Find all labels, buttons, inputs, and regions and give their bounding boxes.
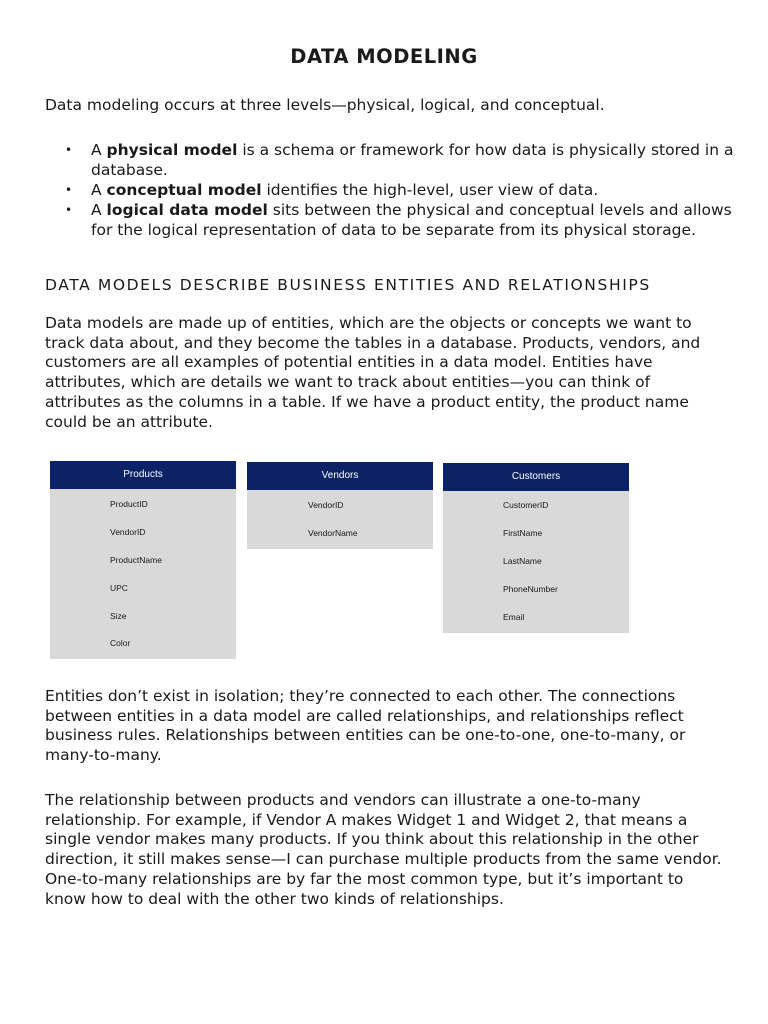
entities-paragraph: Data models are made up of entities, which are the objects or concepts we want to track data about, and they become the tables in a database. Products, vendors, and customers are all examples of potential entities in a data model. Entities have attributes, which are details we want to track about entities—you can think of attributes as the columns in a table. If we have a product entity, the product name could be an attribute.: [45, 314, 701, 431]
bullet-text: sits between the physical and conceptual levels and allows for the logical representation of data to be separate from its physical storage.: [91, 201, 732, 239]
bullet-icon: •: [65, 203, 73, 217]
entity-attribute: CustomerID: [503, 500, 549, 510]
entity-attribute: Color: [110, 638, 131, 648]
entity-attribute: Size: [110, 611, 127, 621]
bullet-term: physical model: [106, 141, 238, 159]
page-title: DATA MODELING: [290, 45, 478, 68]
bullet-prefix: A: [91, 201, 107, 219]
entity-header: Customers: [443, 463, 629, 491]
list-item: [45, 200, 735, 240]
list-item: [45, 180, 735, 200]
bullet-text: identifies the high-level, user view of data.: [261, 181, 599, 199]
one-to-many-paragraph: The relationship between products and vendors can illustrate a one-to-many relationship. For example, if Vendor A makes Widget 1 and Widget 2, that means a single vendor makes many products. If you think about this relationship in the other direction, it still makes sense—I can purchase multiple products from the same vendor. One-to-many relationships are by far the most common type, but it’s important to know how to deal with the other two kinds of relationships.: [45, 791, 722, 908]
entity-attribute: UPC: [110, 583, 128, 593]
section-heading: DATA MODELS DESCRIBE BUSINESS ENTITIES AND RELATIONSHIPS: [45, 276, 651, 294]
entity-vendors-table: [247, 462, 433, 549]
bullet-text: is a schema or framework for how data is physically stored in a database.: [91, 141, 734, 179]
bullet-term: conceptual model: [106, 181, 262, 199]
entity-customers-table: [443, 463, 629, 633]
bullet-icon: •: [65, 143, 73, 157]
entity-header: Vendors: [247, 462, 433, 490]
model-levels-list: [45, 140, 735, 240]
entity-attribute: FirstName: [503, 528, 543, 538]
relationships-paragraph: Entities don’t exist in isolation; they’re connected to each other. The connections between entities in a data model are called relationships, and relationships reflect business rules. Relationships between entities can be one-to-one, one-to-many, or many-to-many.: [45, 687, 686, 765]
entity-attribute: LastName: [503, 556, 542, 566]
entity-products-table: [50, 461, 236, 659]
bullet-prefix: A: [91, 181, 107, 199]
intro-paragraph: Data modeling occurs at three levels—physical, logical, and conceptual.: [45, 96, 605, 114]
entity-header: Products: [50, 461, 236, 489]
entity-attribute: PhoneNumber: [503, 584, 558, 594]
entity-attribute: ProductID: [110, 499, 148, 509]
list-item: [45, 140, 735, 180]
entity-attribute: VendorName: [308, 528, 358, 538]
bullet-term: logical data model: [106, 201, 268, 219]
entity-attribute: VendorID: [308, 500, 344, 510]
bullet-prefix: A: [91, 141, 107, 159]
entity-attribute: Email: [503, 612, 525, 622]
bullet-icon: •: [65, 183, 73, 197]
entity-attribute: ProductName: [110, 555, 162, 565]
entity-attribute: VendorID: [110, 527, 146, 537]
